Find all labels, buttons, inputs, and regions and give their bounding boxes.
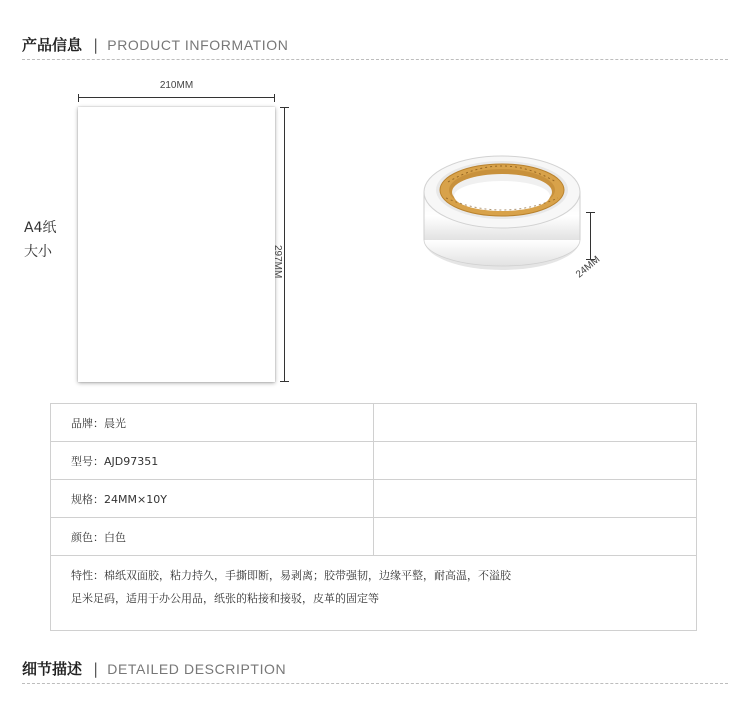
a4-label-line1: A4纸 <box>24 220 57 236</box>
title-separator: | <box>93 660 99 678</box>
section-title-en: PRODUCT INFORMATION <box>107 37 289 53</box>
table-row <box>51 480 697 518</box>
a4-paper-illustration <box>78 107 275 382</box>
table-row <box>51 556 697 631</box>
features-cell <box>51 556 697 631</box>
a4-size-label <box>24 216 56 264</box>
tape-width-dimension-line <box>586 212 595 260</box>
dashed-divider <box>22 683 728 684</box>
features-line-1: 特性：棉纸双面胶，粘力持久，手撕即断，易剥离；胶带强韧，边缘平整，耐高温，不溢胶 <box>71 569 511 582</box>
a4-label-line2: 大小 <box>24 244 52 260</box>
table-row <box>51 404 697 442</box>
features-line-2: 足米足码，适用于办公用品，纸张的粘接和接驳，皮革的固定等 <box>71 592 379 605</box>
dashed-divider <box>22 59 728 60</box>
empty-cell <box>374 480 697 518</box>
color-cell: 颜色：白色 <box>51 518 374 556</box>
paper-height-label: 297MM <box>272 245 283 279</box>
detail-description-header <box>22 654 728 684</box>
section-title-cn: 产品信息 <box>22 36 83 54</box>
section-title-cn: 细节描述 <box>22 660 83 678</box>
brand-cell: 品牌：晨光 <box>51 404 374 442</box>
paper-width-label: 210MM <box>159 80 194 91</box>
product-info-header <box>22 30 728 60</box>
empty-cell <box>374 442 697 480</box>
empty-cell <box>374 404 697 442</box>
model-cell: 型号：AJD97351 <box>51 442 374 480</box>
section-title-en: DETAILED DESCRIPTION <box>107 661 287 677</box>
title-separator: | <box>93 36 99 54</box>
spec-table <box>50 403 697 631</box>
size-cell: 规格：24MM×10Y <box>51 480 374 518</box>
table-row <box>51 518 697 556</box>
table-row <box>51 442 697 480</box>
tape-roll-image <box>410 140 590 270</box>
empty-cell <box>374 518 697 556</box>
tape-width-label: 24MM <box>574 254 603 281</box>
paper-width-dimension-line <box>78 94 275 102</box>
